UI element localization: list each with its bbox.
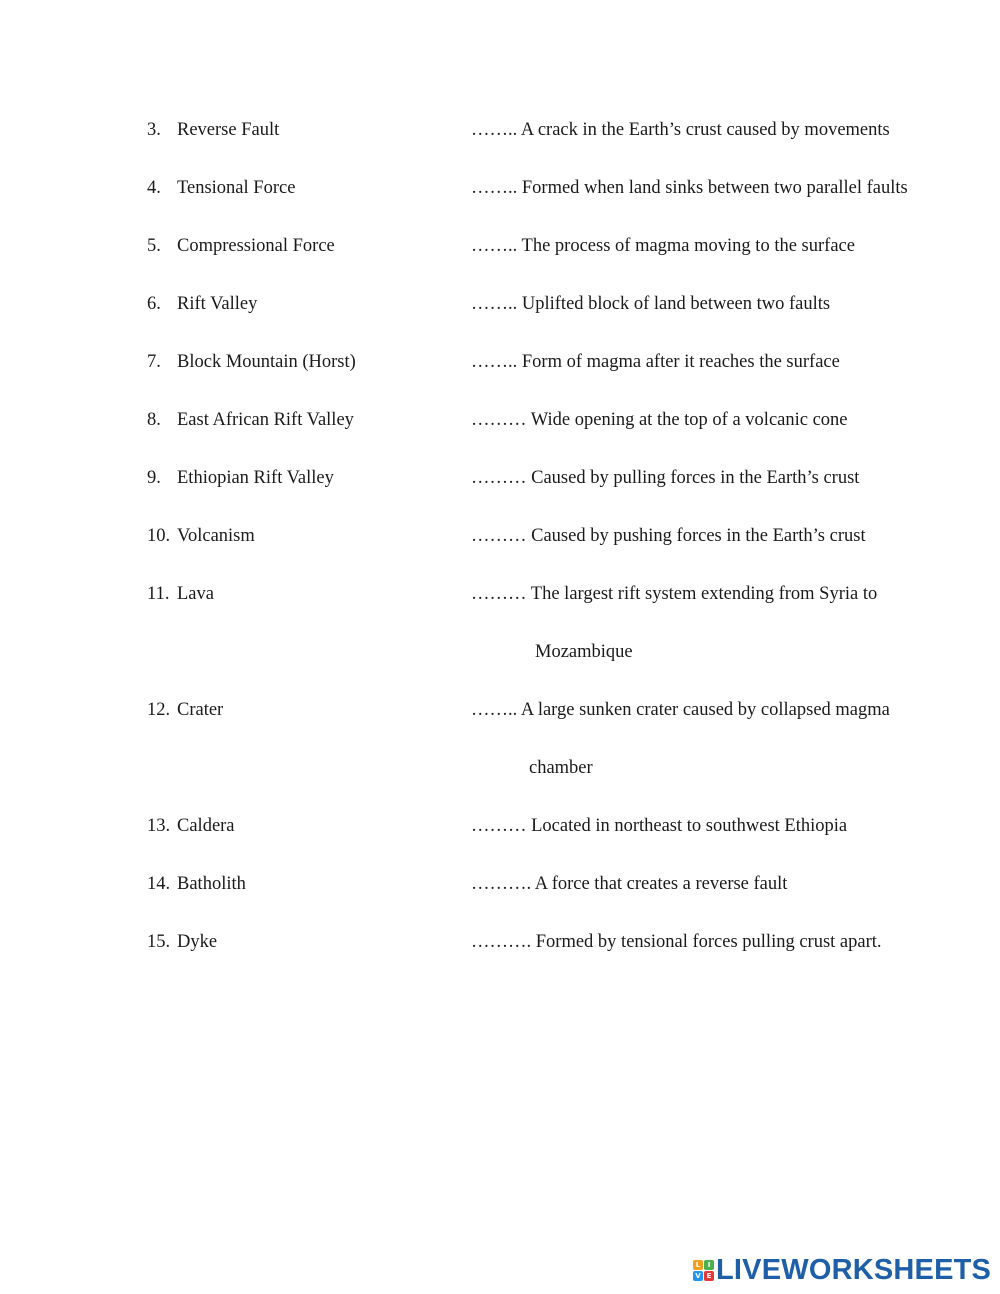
list-item xyxy=(0,348,1000,376)
item-term: Tensional Force xyxy=(177,178,296,198)
item-term: Rift Valley xyxy=(177,294,258,314)
item-number: 5. xyxy=(147,236,161,256)
liveworksheets-logo xyxy=(693,1255,991,1285)
item-definition: …….. The process of magma moving to the surface xyxy=(471,236,855,256)
item-definition-continuation: Mozambique xyxy=(535,642,633,662)
liveworksheets-logo-text: LIVEWORKSHEETS xyxy=(716,1254,992,1286)
item-term: East African Rift Valley xyxy=(177,410,354,430)
item-term: Crater xyxy=(177,700,224,720)
item-number: 7. xyxy=(147,352,161,372)
item-definition: …….. A crack in the Earth’s crust caused by movements xyxy=(471,120,890,140)
logo-icon-tile: V xyxy=(693,1271,703,1281)
item-term: Batholith xyxy=(177,874,246,894)
list-item xyxy=(0,696,1000,724)
item-definition: ……… The largest rift system extending from Syria to xyxy=(471,584,878,604)
item-term: Dyke xyxy=(177,932,218,952)
logo-icon-tile: I xyxy=(704,1260,714,1270)
list-item-continuation xyxy=(0,754,1000,782)
item-number: 6. xyxy=(147,294,161,314)
item-definition: …….. Uplifted block of land between two faults xyxy=(471,294,831,314)
logo-icon-tile: L xyxy=(693,1260,703,1270)
item-term: Ethiopian Rift Valley xyxy=(177,468,334,488)
list-item xyxy=(0,174,1000,202)
liveworksheets-logo-icon xyxy=(693,1260,714,1281)
list-item xyxy=(0,464,1000,492)
item-term: Caldera xyxy=(177,816,235,836)
item-number: 15. xyxy=(147,932,171,952)
item-definition: …….. Formed when land sinks between two parallel faults xyxy=(471,178,908,198)
item-definition: ……… Caused by pushing forces in the Earth’s crust xyxy=(471,526,866,546)
item-term: Reverse Fault xyxy=(177,120,280,140)
item-definition: ……… Caused by pulling forces in the Earth’s crust xyxy=(471,468,860,488)
list-item-continuation xyxy=(0,638,1000,666)
list-item xyxy=(0,290,1000,318)
item-number: 9. xyxy=(147,468,161,488)
item-term: Compressional Force xyxy=(177,236,335,256)
item-definition: …….. Form of magma after it reaches the surface xyxy=(471,352,840,372)
list-item xyxy=(0,812,1000,840)
item-number: 8. xyxy=(147,410,161,430)
item-term: Volcanism xyxy=(177,526,255,546)
logo-icon-tile: E xyxy=(704,1271,714,1281)
item-definition: ………. Formed by tensional forces pulling crust apart. xyxy=(471,932,882,952)
item-definition: ………. A force that creates a reverse fault xyxy=(471,874,788,894)
item-definition: ……… Wide opening at the top of a volcanic cone xyxy=(471,410,848,430)
item-definition: …….. A large sunken crater caused by collapsed magma xyxy=(471,700,890,720)
list-item xyxy=(0,232,1000,260)
item-definition-continuation: chamber xyxy=(529,758,593,778)
item-number: 10. xyxy=(147,526,171,546)
list-item xyxy=(0,928,1000,956)
item-number: 4. xyxy=(147,178,161,198)
item-definition: ……… Located in northeast to southwest Ethiopia xyxy=(471,816,848,836)
list-item xyxy=(0,580,1000,608)
item-term: Lava xyxy=(177,584,214,604)
list-item xyxy=(0,522,1000,550)
list-item xyxy=(0,406,1000,434)
item-number: 12. xyxy=(147,700,171,720)
item-number: 14. xyxy=(147,874,171,894)
list-item xyxy=(0,116,1000,144)
item-number: 3. xyxy=(147,120,161,140)
item-term: Block Mountain (Horst) xyxy=(177,352,356,372)
item-number: 13. xyxy=(147,816,171,836)
item-number: 11. xyxy=(147,584,170,604)
list-item xyxy=(0,870,1000,898)
